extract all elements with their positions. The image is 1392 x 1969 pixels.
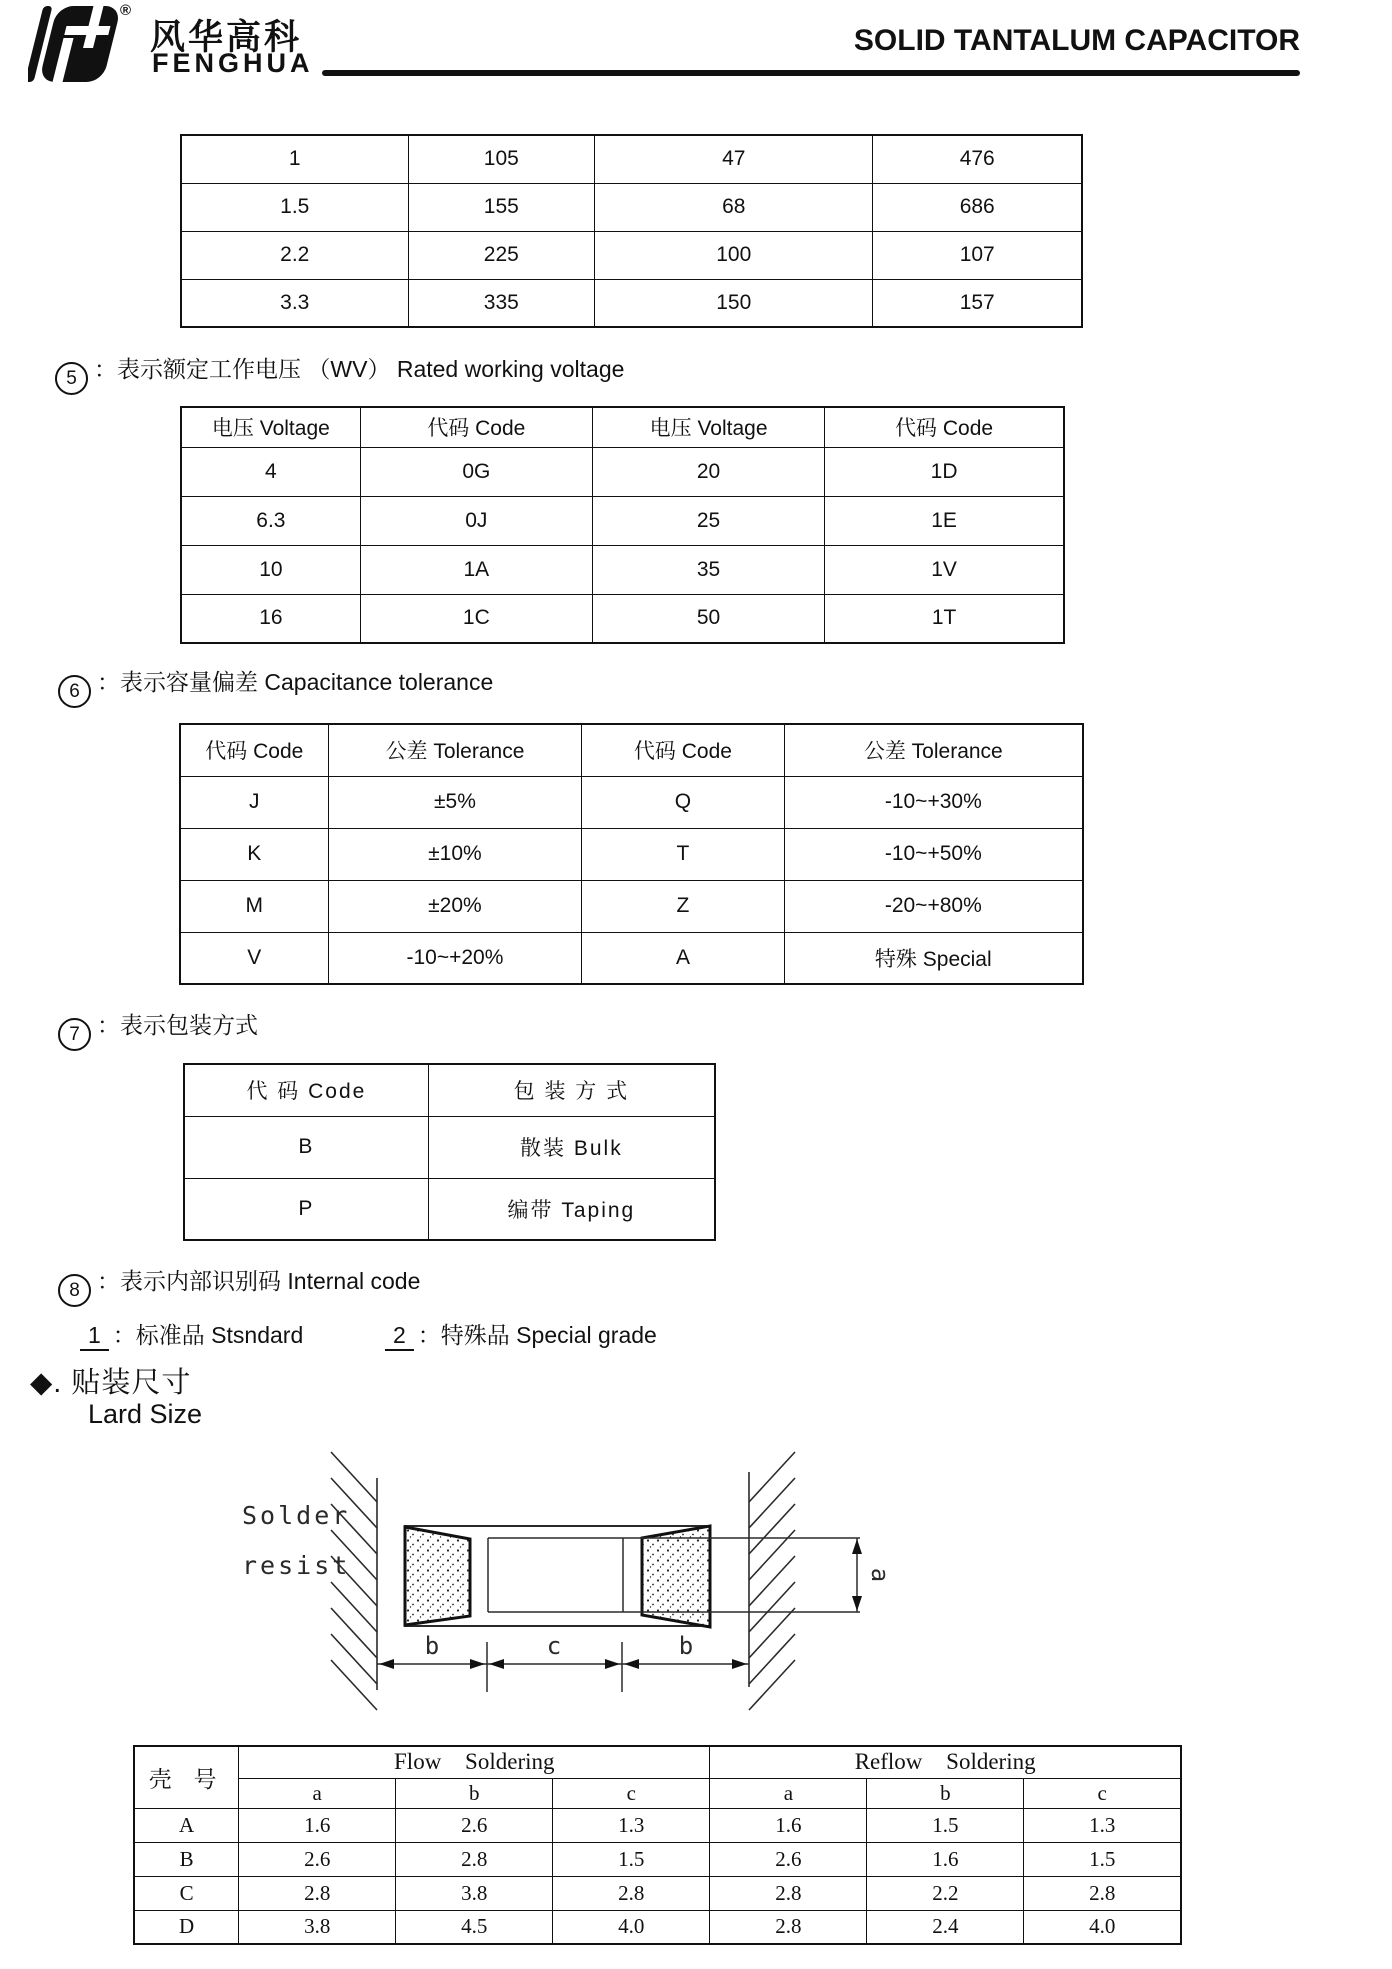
cell: 1T xyxy=(825,594,1064,643)
cell: 1A xyxy=(360,545,592,594)
header-cell: a xyxy=(710,1778,867,1808)
cell: 3.3 xyxy=(181,279,408,327)
cell: 335 xyxy=(408,279,595,327)
table-row xyxy=(134,1876,1181,1910)
cell: 4.0 xyxy=(1024,1910,1181,1944)
table-row xyxy=(181,183,1082,231)
cell: 1.5 xyxy=(181,183,408,231)
section-tolerance-text: ：表示容量偏差 Capacitance tolerance xyxy=(97,669,494,695)
cell: 1.5 xyxy=(1024,1842,1181,1876)
header-cell: 代码 Code xyxy=(825,407,1064,447)
cell: 1.6 xyxy=(710,1808,867,1842)
header-cell: 代码 Code xyxy=(360,407,592,447)
header-cell: a xyxy=(239,1778,396,1808)
header-cell: 公差 Tolerance xyxy=(784,724,1083,776)
cell: A xyxy=(582,932,784,984)
circled-number-5: 5 xyxy=(55,362,88,395)
cell: 20 xyxy=(592,447,824,496)
cell: -10~+20% xyxy=(328,932,582,984)
cell: D xyxy=(134,1910,239,1944)
cell: J xyxy=(180,776,328,828)
cell: 225 xyxy=(408,231,595,279)
cell: 47 xyxy=(595,135,873,183)
grade-item-special xyxy=(385,1317,657,1351)
cell: 105 xyxy=(408,135,595,183)
solder-resist-left-wall xyxy=(331,1452,377,1710)
cell: 2.8 xyxy=(553,1876,710,1910)
cell: 35 xyxy=(592,545,824,594)
table-row xyxy=(181,135,1082,183)
registered-trademark-symbol: ® xyxy=(120,2,132,19)
cell: 1 xyxy=(181,135,408,183)
table-header-row xyxy=(134,1746,1181,1778)
solder-land-diagram xyxy=(236,1438,916,1723)
cell: 2.6 xyxy=(239,1842,396,1876)
solder-resist-label-line2: resist xyxy=(242,1551,351,1580)
cell: P xyxy=(184,1178,428,1240)
cell: 2.8 xyxy=(710,1876,867,1910)
table-row xyxy=(181,447,1064,496)
table-row xyxy=(181,496,1064,545)
table-row xyxy=(180,932,1083,984)
cell: Q xyxy=(582,776,784,828)
header-cell-case-number: 壳 号 xyxy=(134,1746,239,1808)
cell: 2.6 xyxy=(710,1842,867,1876)
cell: 2.4 xyxy=(867,1910,1024,1944)
cell: -20~+80% xyxy=(784,880,1083,932)
cell: A xyxy=(134,1808,239,1842)
cell: 25 xyxy=(592,496,824,545)
dimension-b-right-label: b xyxy=(678,1632,694,1660)
cell: 6.3 xyxy=(181,496,360,545)
solder-resist-label-line1: Solder xyxy=(242,1501,351,1530)
table-row xyxy=(180,776,1083,828)
grade-item-standard xyxy=(80,1317,303,1351)
cell: 1.6 xyxy=(239,1808,396,1842)
circled-number-8: 8 xyxy=(58,1274,91,1307)
cell: 1.3 xyxy=(553,1808,710,1842)
dimension-bcb xyxy=(377,1632,749,1692)
section-packing-text: ：表示包装方式 xyxy=(97,1012,258,1038)
land-size-heading xyxy=(30,1360,191,1401)
section-tolerance-heading xyxy=(58,664,493,708)
land-size-title-en: Lard Size xyxy=(88,1399,203,1429)
dimension-a-label: a xyxy=(866,1567,894,1583)
cell: 1V xyxy=(825,545,1064,594)
circled-number-6: 6 xyxy=(58,675,91,708)
header-cell: 代码 Code xyxy=(180,724,328,776)
section-voltage-heading xyxy=(55,351,624,395)
table-row xyxy=(184,1116,715,1178)
cell: 1.6 xyxy=(867,1842,1024,1876)
header-cell: 代 码 Code xyxy=(184,1064,428,1116)
section-internal-heading xyxy=(58,1263,420,1307)
cell: ±5% xyxy=(328,776,582,828)
header-cell: 包 装 方 式 xyxy=(428,1064,715,1116)
table-row xyxy=(184,1178,715,1240)
fenghua-logo-icon xyxy=(28,4,123,84)
dimension-a xyxy=(852,1538,894,1612)
cell: 50 xyxy=(592,594,824,643)
cell: 编带 Taping xyxy=(428,1178,715,1240)
table-row xyxy=(134,1910,1181,1944)
header-cell: c xyxy=(1024,1778,1181,1808)
cell: 0G xyxy=(360,447,592,496)
cell: Z xyxy=(582,880,784,932)
cell: 0J xyxy=(360,496,592,545)
cell: K xyxy=(180,828,328,880)
cell: 476 xyxy=(873,135,1082,183)
table-row xyxy=(180,880,1083,932)
table-row xyxy=(181,545,1064,594)
cell: 2.6 xyxy=(396,1808,553,1842)
cell: 4.5 xyxy=(396,1910,553,1944)
header-cell: 代码 Code xyxy=(582,724,784,776)
left-solder-pad xyxy=(405,1527,470,1625)
land-size-title-cn: 贴装尺寸 xyxy=(71,1367,192,1399)
cell: 16 xyxy=(181,594,360,643)
cell: V xyxy=(180,932,328,984)
cell: -10~+30% xyxy=(784,776,1083,828)
cell: 3.8 xyxy=(239,1910,396,1944)
cell: 1E xyxy=(825,496,1064,545)
grade-number-2: 2 xyxy=(385,1322,414,1351)
header-cell: 电压 Voltage xyxy=(181,407,360,447)
section-voltage-text: ：表示额定工作电压 （WV） Rated working voltage xyxy=(94,356,625,382)
header-cell: b xyxy=(396,1778,553,1808)
dimension-b-left-label: b xyxy=(424,1632,440,1660)
capacitance-code-table xyxy=(180,134,1083,328)
tolerance-code-table xyxy=(179,723,1084,985)
cell: 3.8 xyxy=(396,1876,553,1910)
cell: 1.3 xyxy=(1024,1808,1181,1842)
cell: ±10% xyxy=(328,828,582,880)
cell: 100 xyxy=(595,231,873,279)
cell: T xyxy=(582,828,784,880)
cell: 特殊 Special xyxy=(784,932,1083,984)
cell: 1.5 xyxy=(867,1808,1024,1842)
cell: 155 xyxy=(408,183,595,231)
table-header-row xyxy=(184,1064,715,1116)
cell: M xyxy=(180,880,328,932)
packing-code-table xyxy=(183,1063,716,1241)
grade-number-1: 1 xyxy=(80,1322,109,1351)
table-row xyxy=(134,1842,1181,1876)
header-cell: b xyxy=(867,1778,1024,1808)
cell: 4 xyxy=(181,447,360,496)
cell: 686 xyxy=(873,183,1082,231)
cell: 2.8 xyxy=(239,1876,396,1910)
header-cell: 电压 Voltage xyxy=(592,407,824,447)
cell: 2.8 xyxy=(1024,1876,1181,1910)
solder-resist-right-wall xyxy=(749,1452,795,1710)
brand-name-english: FENGHUA xyxy=(152,48,314,78)
table-row xyxy=(181,231,1082,279)
table-row xyxy=(134,1808,1181,1842)
cell: 2.2 xyxy=(867,1876,1024,1910)
cell: 2.2 xyxy=(181,231,408,279)
section-internal-text: ：表示内部识别码 Internal code xyxy=(97,1268,421,1294)
cell: 10 xyxy=(181,545,360,594)
cell: 1.5 xyxy=(553,1842,710,1876)
cell: ±20% xyxy=(328,880,582,932)
cell: B xyxy=(184,1116,428,1178)
cell: B xyxy=(134,1842,239,1876)
cell: 2.8 xyxy=(396,1842,553,1876)
header-cell: 公差 Tolerance xyxy=(328,724,582,776)
circled-number-7: 7 xyxy=(58,1018,91,1051)
table-header-row xyxy=(181,407,1064,447)
grade-text-special: ：特殊品 Special grade xyxy=(417,1322,657,1348)
table-subheader-row xyxy=(134,1778,1181,1808)
section-packing-heading xyxy=(58,1007,258,1051)
brand-name-chinese: 风华高科 xyxy=(150,18,303,57)
header-cell-reflow-soldering: Reflow Soldering xyxy=(710,1746,1181,1778)
voltage-code-table xyxy=(180,406,1065,644)
grade-text-standard: ：标准品 Stsndard xyxy=(112,1322,304,1348)
header-cell-flow-soldering: Flow Soldering xyxy=(239,1746,710,1778)
solder-land-table xyxy=(133,1745,1182,1945)
cell: 散装 Bulk xyxy=(428,1116,715,1178)
cell: 1D xyxy=(825,447,1064,496)
cell: 1C xyxy=(360,594,592,643)
table-header-row xyxy=(180,724,1083,776)
cell: 4.0 xyxy=(553,1910,710,1944)
cell: 157 xyxy=(873,279,1082,327)
table-row xyxy=(180,828,1083,880)
document-title: SOLID TANTALUM CAPACITOR xyxy=(853,24,1300,57)
table-row xyxy=(181,594,1064,643)
cell: -10~+50% xyxy=(784,828,1083,880)
cell: 150 xyxy=(595,279,873,327)
table-row xyxy=(181,279,1082,327)
header-cell: c xyxy=(553,1778,710,1808)
cell: 2.8 xyxy=(710,1910,867,1944)
dimension-c-label: c xyxy=(546,1632,562,1660)
header-rule xyxy=(322,70,1300,76)
cell: C xyxy=(134,1876,239,1910)
cell: 68 xyxy=(595,183,873,231)
section-diamond-marker: ◆. xyxy=(30,1367,63,1399)
cell: 107 xyxy=(873,231,1082,279)
